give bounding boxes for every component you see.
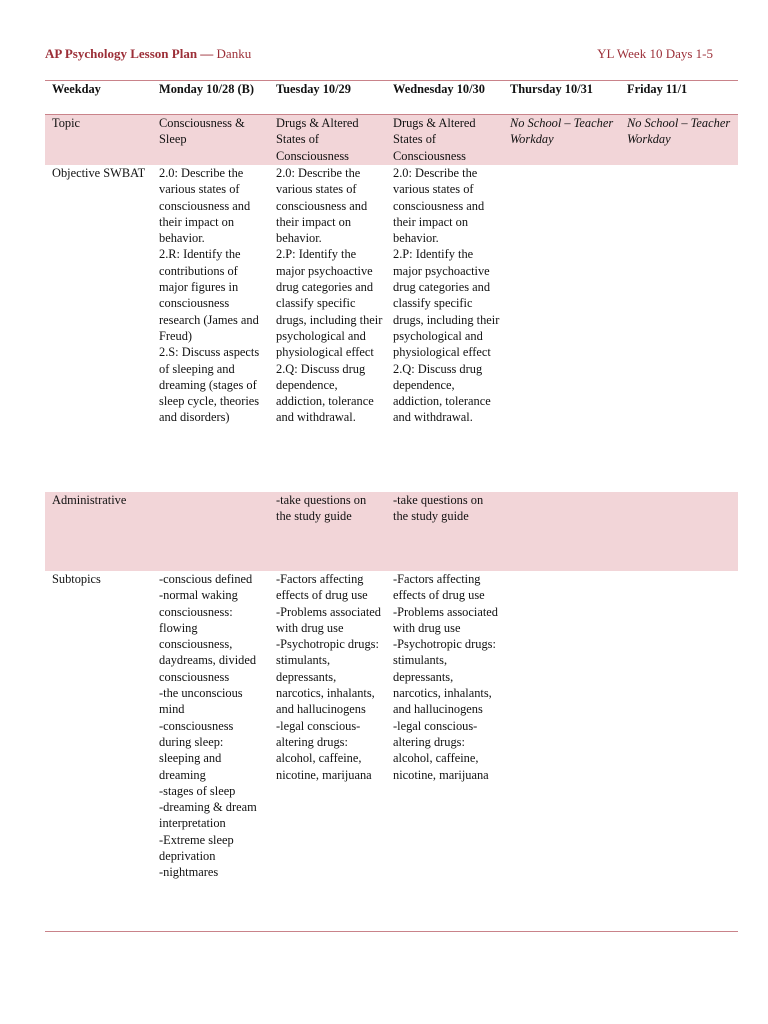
topic-tuesday: Drugs & Altered States of Consciousness	[269, 115, 386, 166]
subtopic-item: -Problems associated with drug use	[393, 604, 498, 635]
objective-tuesday	[269, 165, 386, 492]
table-header-row	[45, 81, 738, 115]
topic-friday-no-school: No School	[627, 116, 679, 130]
objective-item: 2.P: Identify the major psychoactive drug categories and classify specific drugs, including their psychological and physiological effect	[276, 247, 383, 360]
objective-item: 2.S: Discuss aspects of sleeping and dreaming (stages of sleep cycle, theories and disorders)	[159, 345, 260, 425]
table-row-objective	[45, 165, 738, 492]
objective-item: 2.R: Identify the contributions of major figures in consciousness research (James and Freud)	[159, 247, 259, 343]
column-header-wednesday: Wednesday 10/30	[393, 82, 485, 96]
topic-friday	[620, 115, 738, 166]
objective-item: 2.0: Describe the various states of consciousness and their impact on behavior.	[159, 166, 251, 246]
subtopic-item: -the unconscious mind	[159, 686, 243, 717]
topic-friday-workday: – Teacher Workday	[627, 116, 731, 147]
header-title: AP Psychology Lesson Plan —	[45, 46, 214, 61]
subtopic-item: -legal conscious-altering drugs: alcohol, caffeine, nicotine, marijuana	[393, 718, 489, 782]
subtopic-item: -stages of sleep	[159, 783, 236, 798]
objective-item: 2.P: Identify the major psychoactive drug categories and classify specific drugs, including their psychological and physiological effect	[393, 247, 500, 360]
subtopic-item: -dreaming & dream interpretation	[159, 800, 257, 831]
objective-wednesday	[386, 165, 503, 492]
column-header-weekday: Weekday	[52, 82, 101, 96]
subtopic-item: -legal conscious-altering drugs: alcohol, caffeine, nicotine, marijuana	[276, 718, 372, 782]
column-header-thursday: Thursday 10/31	[510, 82, 593, 96]
administrative-tuesday: -take questions on the study guide	[269, 492, 386, 571]
table-row-administrative	[45, 492, 738, 571]
subtopics-thursday	[503, 571, 620, 932]
topic-thursday-no-school: No School	[510, 116, 562, 130]
row-label-administrative: Administrative	[45, 492, 152, 571]
topic-thursday-workday: – Teacher Workday	[510, 116, 614, 147]
column-header-friday: Friday 11/1	[627, 82, 688, 96]
administrative-friday	[620, 492, 738, 571]
subtopics-tuesday	[269, 571, 386, 932]
subtopics-friday	[620, 571, 738, 932]
subtopic-item: -Psychotropic drugs: stimulants, depressants, narcotics, inhalants, and hallucinogens	[276, 637, 379, 717]
subtopic-item: -Factors affecting effects of drug use	[276, 572, 368, 603]
subtopic-item: -Psychotropic drugs: stimulants, depressants, narcotics, inhalants, and hallucinogens	[393, 637, 496, 717]
objective-item: 2.Q: Discuss drug dependence, addiction, tolerance and withdrawal.	[393, 361, 491, 425]
lesson-plan-table	[45, 80, 738, 932]
row-label-objective: Objective SWBAT	[52, 166, 146, 180]
subtopics-wednesday	[386, 571, 503, 932]
header-left	[45, 46, 251, 62]
subtopic-item: -Problems associated with drug use	[276, 604, 381, 635]
objective-thursday	[503, 165, 620, 492]
table-row-subtopics	[45, 571, 738, 932]
page-header	[45, 46, 713, 62]
topic-thursday	[503, 115, 620, 166]
objective-monday	[152, 165, 269, 492]
administrative-wednesday: -take questions on the study guide	[386, 492, 503, 571]
subtopic-item: -normal waking consciousness: flowing consciousness, daydreams, divided consciousness	[159, 588, 257, 684]
subtopic-item: -consciousness during sleep: sleeping and dreaming	[159, 718, 234, 782]
topic-monday: Consciousness & Sleep	[152, 115, 269, 166]
objective-friday	[620, 165, 738, 492]
objective-item: 2.0: Describe the various states of consciousness and their impact on behavior.	[393, 166, 485, 246]
row-label-subtopics: Subtopics	[52, 572, 101, 586]
header-teacher: Danku	[213, 46, 252, 61]
column-header-monday: Monday 10/28 (B)	[159, 82, 254, 96]
table-row-topic	[45, 115, 738, 166]
column-header-tuesday: Tuesday 10/29	[276, 82, 351, 96]
subtopic-item: -Extreme sleep deprivation	[159, 832, 234, 864]
subtopic-item: -conscious defined	[159, 572, 253, 586]
objective-item: 2.Q: Discuss drug dependence, addiction, tolerance and withdrawal.	[276, 361, 374, 425]
administrative-thursday	[503, 492, 620, 571]
subtopics-monday	[152, 571, 269, 932]
subtopic-item: -nightmares	[159, 865, 219, 880]
administrative-monday	[152, 492, 269, 571]
topic-wednesday: Drugs & Altered States of Consciousness	[386, 115, 503, 166]
objective-item: 2.0: Describe the various states of consciousness and their impact on behavior.	[276, 166, 368, 246]
header-week: YL Week 10 Days 1-5	[597, 46, 713, 61]
row-label-topic: Topic	[45, 115, 152, 166]
subtopic-item: -Factors affecting effects of drug use	[393, 572, 485, 603]
